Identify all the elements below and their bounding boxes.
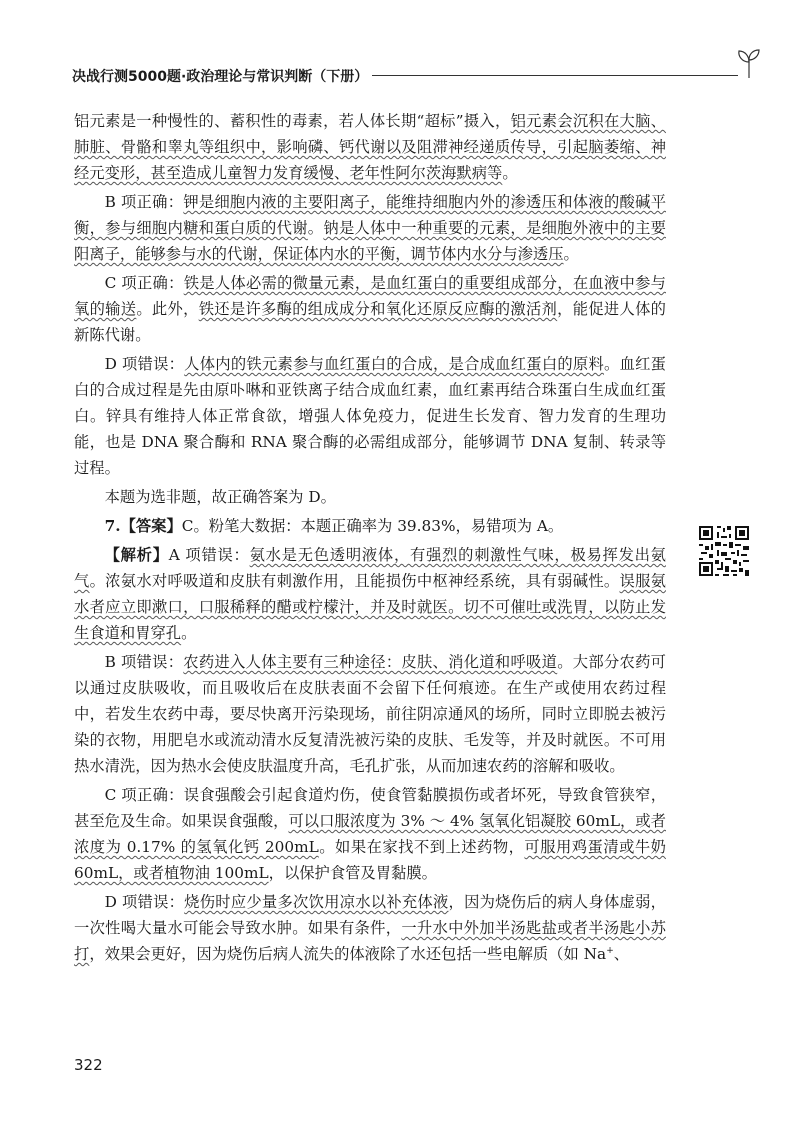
paragraph-text: 。 [502,164,518,182]
underlined-text: 农药进入人体主要有三种途径：皮肤、消化道和呼吸道 [183,653,558,671]
paragraph-aluminum [74,108,666,186]
paragraph-analysis-d [74,889,666,967]
paragraph-conclusion [74,484,666,510]
paragraph-text: ，效果会更好，因为烧伤后病人流失的体液除了水还包括一些电解质（如 Na [89,945,607,963]
paragraph-text: C 项正确：误食强酸会引起食道灼伤，使食管黏膜损伤或者坏死，导致食管狭窄，甚至危及生命。如果误食强酸， [74,786,666,830]
analysis-tag: 【解析】 [104,546,169,564]
paragraph-option-b-1 [74,189,666,267]
answer-line [74,513,666,539]
paragraph-text: 。浓氨水对呼吸道和皮肤有刺激作用，且能损伤中枢神经系统，具有弱碱性。 [89,572,620,590]
underlined-text: 可以口服浓度为 3% ～ 4% 氢氧化铝凝胶 60mL，或者浓度为 0.17% 的氢氧化钙 200mL [74,812,666,856]
paragraph-analysis-b [74,649,666,779]
paragraph-text: 。如果在家找不到上述药物， [318,838,525,856]
paragraph-text: 。大部分农药可以通过皮肤吸收，而且吸收后在皮肤表面不会留下任何痕迹。在生产或使用农药过程中，若发生农药中毒，要尽快离开污染现场，前往阴凉通风的场所，同时立即脱去被污染的衣物，用肥皂水或流动清水反复清洗被污染的皮肤、毛发等，并及时就医。不可用热水清洗，因为热水会使皮肤温度升高，毛孔扩张，从而加速农药的溶解和吸收。 [74,653,666,775]
option-label: D 项错误： [104,355,185,373]
underlined-text: 钾是细胞内液的主要阳离子，能维持细胞内外的渗透压和体液的酸碱平衡，参与细胞内糖和蛋白质的代谢 [74,193,666,237]
page-body [74,108,666,970]
paragraph-analysis-a [74,542,666,646]
option-label: A 项错误： [168,546,250,564]
underlined-text: 误服氨水者应立即漱口，口服稀释的醋或柠檬汁，并及时就医。切不可催吐或洗胃，以防止发生食道和胃穿孔 [74,572,666,642]
underlined-text: 人体内的铁元素参与血红蛋白的合成，是合成血红蛋白的原料 [184,355,605,373]
paragraph-text: 。 [563,245,579,263]
paragraph-option-d-1 [74,351,666,481]
answer-text: C。粉笔大数据：本题正确率为 39.83%，易错项为 A。 [181,517,564,535]
paragraph-text: ，因为烧伤后的病人身体虚弱，一次性喝大量水可能会导致水肿。如果有条件， [74,893,666,937]
paragraph-text: ，能促进人体的新陈代谢。 [74,300,666,344]
underlined-text: 一升水中外加半汤匙盐或者半汤匙小苏打 [74,919,666,963]
page-number: 322 [74,1056,103,1074]
paragraph-option-c-1 [74,270,666,348]
paragraph-text: 、 [613,945,630,963]
underlined-text: 氨水是无色透明液体，有强烈的刺激性气味，极易挥发出氨气 [74,546,666,590]
paragraph-text: 。血红蛋白的合成过程是先由原卟啉和亚铁离子结合成血红素，血红素再结合珠蛋白生成血红蛋白。锌具有维持人体正常食欲，增强人体免疫力，促进生长发育、智力发育的生理功能，也是 DNA 聚合酶和 RNA 聚合酶的必需组成部分，能够调节 DNA 复制、转录等过程。 [74,355,666,477]
paragraph-text: 。 [181,624,197,642]
paragraph-text: 。此外， [136,300,199,318]
sprout-icon [736,48,762,78]
underlined-text: 钠是人体中一种重要的元素，是细胞外液中的主要阳离子，能够参与水的代谢，保证体内水的平衡，调节体内水分与渗透压 [74,219,666,263]
option-label: B 项错误： [104,653,184,671]
paragraph-text: 本题为选非题，故正确答案为 D。 [104,488,336,506]
paragraph-text: ，以保护食管及胃黏膜。 [268,864,437,882]
superscript: + [606,945,614,956]
option-label: B 项正确： [104,193,184,211]
paragraph-text: 铝元素是一种慢性的、蓄积性的毒素，若人体长期“超标”摄入， [74,112,511,130]
qr-code-icon [697,524,751,578]
answer-tag: 7.【答案】 [104,517,182,535]
underlined-text: 铝元素会沉积在大脑、肺脏、骨骼和睾丸等组织中，影响磷、钙代谢以及阻滞神经递质传导，引起脑萎缩、神经元变形，甚至造成儿童智力发育缓慢、老年性阿尔茨海默病等 [74,112,666,182]
underlined-text: 铁还是许多酶的组成成分和氧化还原反应酶的激活剂 [198,300,558,318]
paragraph-text: 。 [307,219,324,237]
option-label: D 项错误： [104,893,185,911]
underlined-text: 铁是人体必需的微量元素，是血红蛋白的重要组成部分，在血液中参与氧的输送 [74,274,666,318]
header-rule [372,75,738,76]
underlined-text: 可服用鸡蛋清或牛奶 60mL，或者植物油 100mL [74,838,666,882]
header-title: 决战行测5000题·政治理论与常识判断（下册） [72,69,369,85]
underlined-text: 烧伤时应少量多次饮用凉水以补充体液 [184,893,449,911]
option-label: C 项正确： [104,274,184,292]
paragraph-analysis-c [74,782,666,886]
running-header [72,62,762,90]
